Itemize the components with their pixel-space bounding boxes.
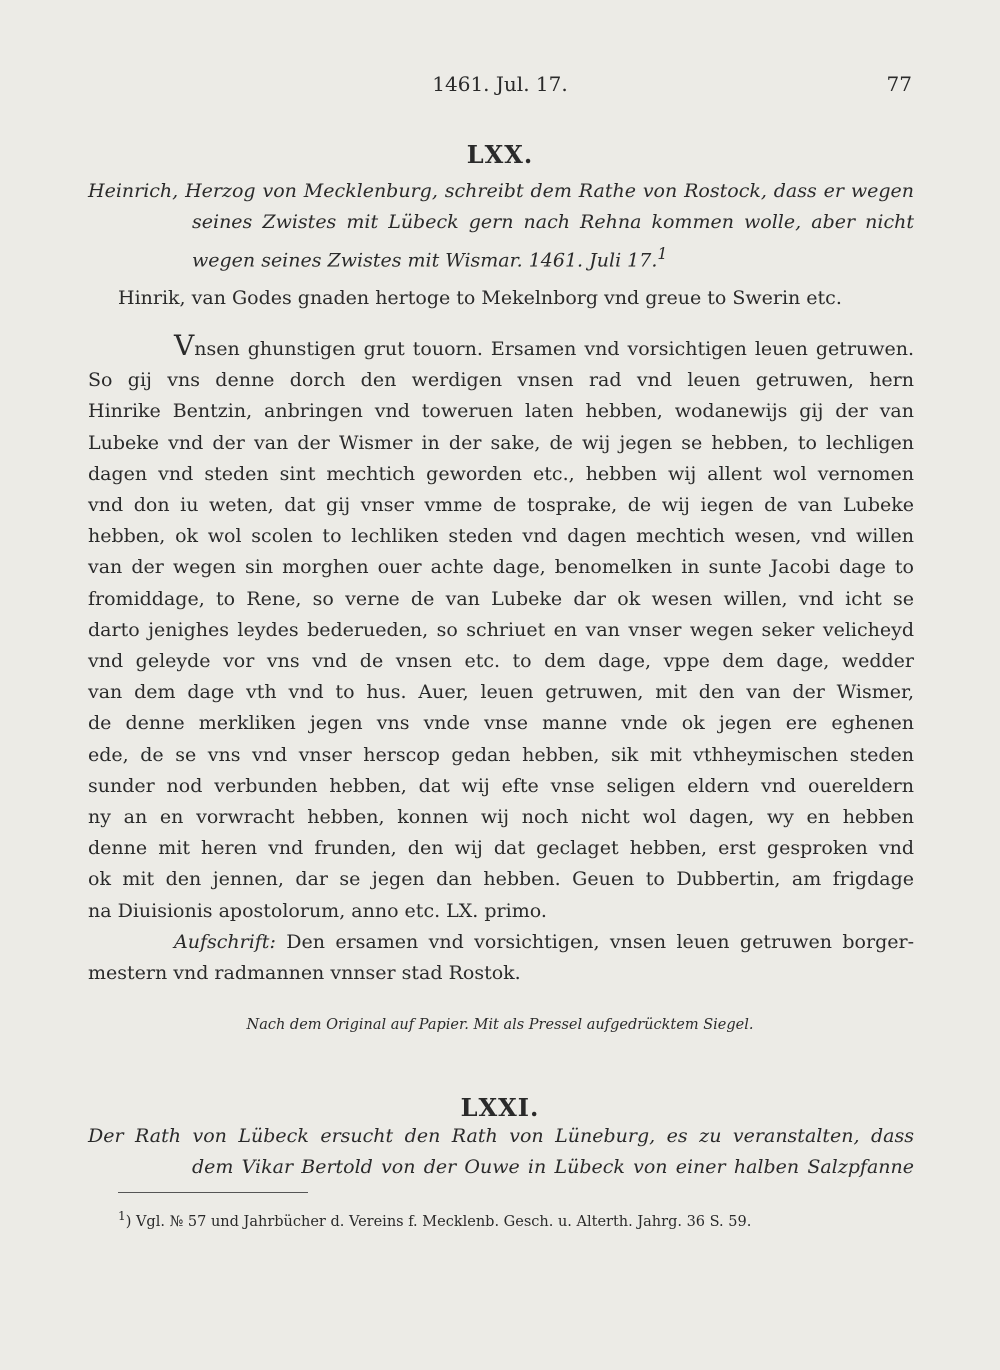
body-line: van der wegen sin morghen ouer achte dage, benomelken in sunte Jacobi dage to xyxy=(88,556,914,579)
footnote-mark: 1 xyxy=(118,1209,126,1223)
body-line: ok mit den jennen, dar se jegen dan hebben. Geuen to Dubbertin, am frigdage xyxy=(88,868,914,891)
aufschrift-line xyxy=(88,927,914,958)
heading-line: Der Rath von Lübeck ersucht den Rath von Lüneburg, es zu veranstalten, dass xyxy=(88,1125,914,1147)
aufschrift-line: mestern vnd radmannen vnnser stad Rostok. xyxy=(88,962,521,985)
heading-line-text: wegen seines Zwistes mit Wismar. 1461. Juli 17. xyxy=(192,249,658,272)
body-line: hebben, ok wol scolen to lechliken steden vnd dagen mechtich wesen, vnd willen xyxy=(88,525,914,548)
document-heading-lxx xyxy=(88,176,914,276)
running-head xyxy=(88,72,912,102)
body-line: darto jenighes leydes bederueden, so schriuet en van vnser wegen seker velicheyd xyxy=(88,618,914,641)
body-line: na Diuisionis apostolorum, anno etc. LX. primo. xyxy=(88,899,547,922)
footnote-text: ) Vgl. № 57 und Jahrbücher d. Vereins f. Mecklenb. Gesch. u. Alterth. Jahrg. 36 S. 59. xyxy=(125,1213,752,1230)
aufschrift-text: Den ersamen vnd vorsichtigen, vnsen leuen getruwen borger- xyxy=(275,930,914,953)
source-note: Nach dem Original auf Papier. Mit als Pressel aufgedrücktem Siegel. xyxy=(246,1017,754,1033)
document-heading-lxxi xyxy=(88,1121,914,1183)
document-number-lxx: LXX. xyxy=(466,140,534,169)
letter-body xyxy=(88,330,914,989)
body-line: vnd geleyde vor vns vnd de vnsen etc. to dem dage, vppe dem dage, wedder xyxy=(88,650,914,673)
body-line: Lubeke vnd der van der Wismer in der sake, de wij jegen se hebben, to lechligen xyxy=(88,431,914,454)
body-line: ny an en vorwracht hebben, konnen wij noch nicht wol dagen, wy en hebben xyxy=(88,806,914,829)
document-number-lxxi: LXXI. xyxy=(460,1093,540,1122)
aufschrift-label: Aufschrift: xyxy=(174,930,276,953)
body-line-text: nsen ghunstigen grut touorn. Ersamen vnd vorsichtigen leuen getruwen. xyxy=(194,338,914,360)
heading-line xyxy=(88,238,914,276)
heading-line: dem Vikar Bertold von der Ouwe in Lübeck von einer halben Salzpfanne xyxy=(192,1156,914,1178)
heading-line: Heinrich, Herzog von Mecklenburg, schreibt dem Rathe von Rostock, dass er wegen xyxy=(88,180,914,202)
footnote-reference: 1 xyxy=(657,244,668,263)
body-line: fromiddage, to Rene, so verne de van Lubeke dar ok wesen willen, vnd icht se xyxy=(88,587,914,610)
page-number: 77 xyxy=(886,72,912,96)
body-line: ede, de se vns vnd vnser herscop gedan hebben, sik mit vthheymischen steden xyxy=(88,743,914,766)
body-line: dagen vnd steden sint mechtich geworden etc., hebben wij allent wol vernomen xyxy=(88,462,914,485)
footnote-rule xyxy=(118,1192,308,1193)
body-line: So gij vns denne dorch den werdigen vnsen rad vnd leuen getruwen, hern xyxy=(88,369,914,392)
body-line: de denne merkliken jegen vns vnde vnse manne vnde ok jegen ere eghenen xyxy=(88,712,914,735)
footnote xyxy=(118,1209,751,1230)
body-line: denne mit heren vnd frunden, den wij dat geclaget hebben, erst gesproken vnd xyxy=(88,837,914,860)
body-line: Hinrike Bentzin, anbringen vnd toweruen laten hebben, wodanewijs gij der van xyxy=(88,400,914,423)
body-line: sunder nod verbunden hebben, dat wij efte vnse seligen eldern vnd ouereldern xyxy=(88,774,914,797)
body-line xyxy=(88,330,914,365)
running-head-date: 1461. Jul. 17. xyxy=(432,72,568,96)
heading-line: seines Zwistes mit Lübeck gern nach Rehna kommen wolle, aber nicht xyxy=(192,211,914,233)
letter-address: Hinrik, van Godes gnaden hertoge to Mekelnborg vnd greue to Swerin etc. xyxy=(118,287,842,309)
initial-letter: V xyxy=(174,329,195,362)
body-line: vnd don iu weten, dat gij vnser vmme de tosprake, de wij iegen de van Lubeke xyxy=(88,494,914,517)
body-line: van dem dage vth vnd to hus. Auer, leuen getruwen, mit den van der Wismer, xyxy=(88,681,914,704)
